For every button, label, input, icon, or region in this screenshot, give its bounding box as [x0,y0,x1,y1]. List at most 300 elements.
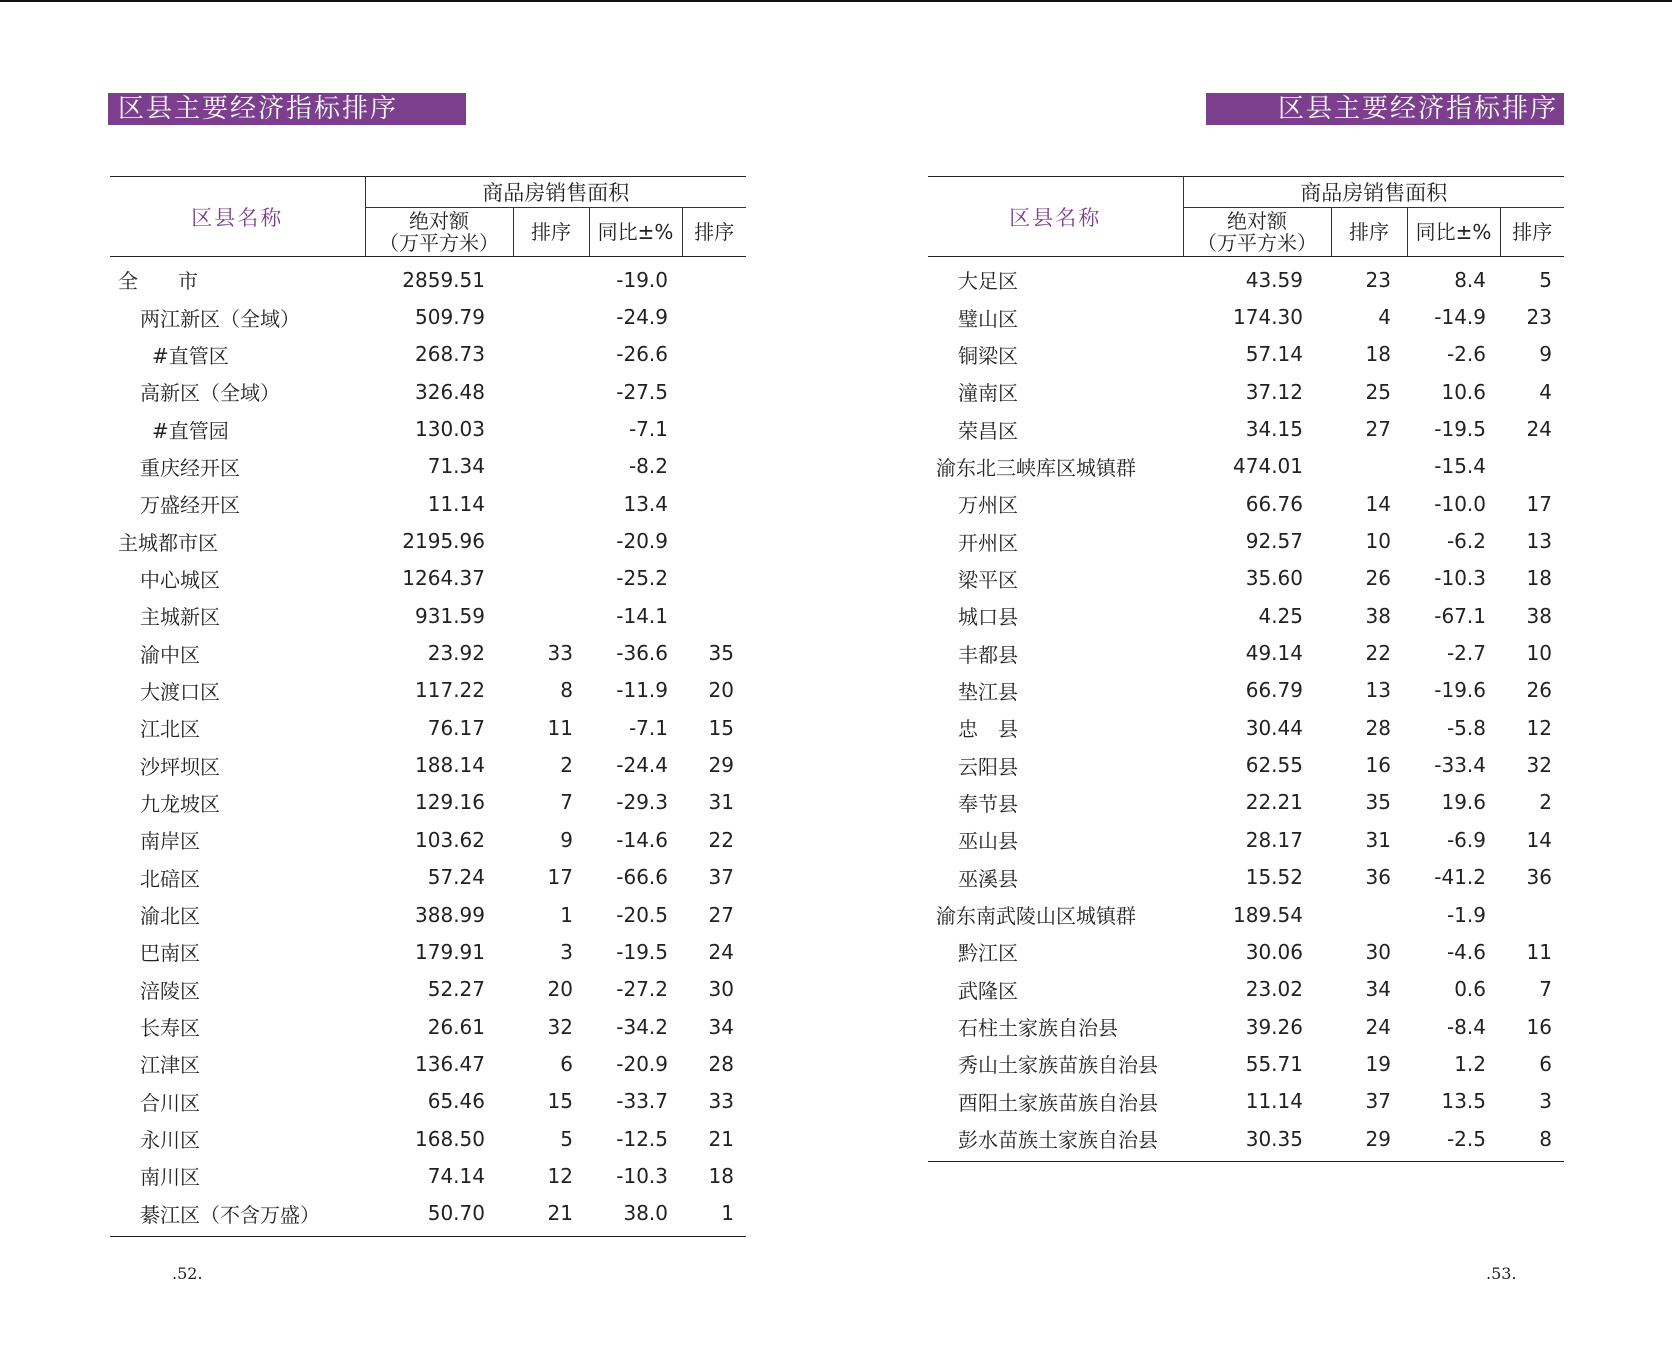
table-row [928,672,1564,709]
cell-yoy-rank [682,597,746,634]
cell-absolute-value: 388.99 [415,902,485,927]
table-row [928,821,1564,858]
cell-district-name: 荣昌区 [958,418,1018,443]
cell-district-name: 渝东南武陵山区城镇群 [936,904,1136,929]
cell-rank: 19 [1365,1051,1391,1076]
cell-absolute-value: 55.71 [1245,1051,1303,1076]
cell-rank: 31 [1365,827,1391,852]
cell-yoy-rank: 4 [1539,379,1552,404]
cell-rank: 36 [1365,865,1391,890]
cell-district-name: 奉节县 [958,791,1018,816]
cell-absolute-value: 22.21 [1245,790,1303,815]
cell-district-name: 万盛经开区 [140,493,240,518]
header-absolute-line1: 绝对额 [1227,209,1287,233]
cell-district-name: 涪陵区 [140,978,200,1003]
cell-yoy-rank: 28 [708,1051,734,1076]
cell-district-name: 江北区 [140,717,200,742]
cell-district-name: 九龙坡区 [140,791,220,816]
cell-yoy: 38.0 [589,1195,682,1237]
cell-district-name: 南岸区 [140,829,200,854]
cell-yoy: -66.6 [616,865,668,890]
cell-yoy-rank: 38 [1526,603,1552,628]
cell-yoy-rank: 24 [708,939,734,964]
cell-district-name: 秀山土家族苗族自治县 [958,1053,1158,1078]
cell-district-name: 丰都县 [958,642,1018,667]
cell-yoy: 13.5 [1441,1089,1486,1114]
cell-yoy-rank: 37 [708,865,734,890]
cell-absolute-value: 2859.51 [402,267,485,292]
cell-yoy: -20.5 [616,902,668,927]
cell-yoy: 10.6 [1441,379,1486,404]
cell-yoy: -34.2 [616,1014,668,1039]
cell-yoy: -11.9 [616,678,668,703]
section-title-banner: 区县主要经济指标排序 [108,93,466,125]
cell-yoy-rank: 32 [1526,753,1552,778]
cell-district-name: 大渡口区 [140,679,220,704]
cell-yoy: -26.6 [616,342,668,367]
cell-yoy-rank: 22 [708,827,734,852]
cell-yoy-rank: 20 [708,678,734,703]
cell-absolute-value: 188.14 [415,753,485,778]
cell-rank: 23 [1365,267,1391,292]
cell-absolute-value: 74.14 [427,1163,485,1188]
table-row [110,336,746,373]
table-row [110,933,746,970]
cell-yoy-rank: 9 [1539,342,1552,367]
cell-yoy-rank: 10 [1526,641,1552,666]
header-sales-area-group: 商品房销售面积 [365,177,746,208]
cell-yoy: -1.9 [1446,902,1486,927]
cell-district-name: 渝中区 [140,642,200,667]
cell-district-name: 潼南区 [958,381,1018,406]
cell-yoy: -8.4 [1446,1014,1486,1039]
cell-yoy-rank [682,560,746,597]
header-absolute-value [1183,208,1331,257]
cell-rank: 37 [1365,1089,1391,1114]
cell-rank [1331,448,1407,485]
table-row [110,522,746,559]
cell-absolute-value: 35.60 [1245,566,1303,591]
cell-absolute-value: 15.52 [1245,865,1303,890]
table-row [928,410,1564,447]
cell-district-name: 渝北区 [140,904,200,929]
cell-yoy: -7.1 [628,715,668,740]
table-row [928,784,1564,821]
table-row [110,709,746,746]
cell-district-name: 忠 县 [958,717,1018,742]
cell-rank: 4 [1378,305,1391,330]
cell-district-name: 綦江区（不含万盛） [110,1195,365,1237]
cell-rank: 14 [1365,491,1391,516]
cell-yoy: -7.1 [628,417,668,442]
cell-absolute-value: 71.34 [427,454,485,479]
cell-absolute-value: 326.48 [415,379,485,404]
cell-rank: 17 [547,865,573,890]
table-row [928,1120,1564,1162]
cell-absolute-value: 66.79 [1245,678,1303,703]
cell-absolute-value: 4.25 [1258,603,1303,628]
cell-yoy: -14.6 [616,827,668,852]
cell-absolute-value: 57.24 [427,865,485,890]
cell-rank: 16 [1365,753,1391,778]
cell-yoy: -24.4 [616,753,668,778]
cell-district-name: 合川区 [140,1090,200,1115]
cell-rank: 10 [1365,529,1391,554]
cell-absolute-value: 179.91 [415,939,485,964]
cell-district-name: 长寿区 [140,1016,200,1041]
cell-yoy: -4.6 [1446,939,1486,964]
cell-rank [513,522,589,559]
cell-yoy: -36.6 [616,641,668,666]
header-yoy: 同比±% [589,208,682,257]
cell-yoy-rank: 13 [1526,529,1552,554]
cell-absolute-value: 1264.37 [402,566,485,591]
cell-district-name: 黔江区 [958,941,1018,966]
cell-rank: 12 [547,1163,573,1188]
cell-absolute-value: 174.30 [1233,305,1303,330]
page-number: .53. [1486,1264,1517,1283]
cell-rank: 3 [560,939,573,964]
cell-rank: 35 [1365,790,1391,815]
cell-district-name: 中心城区 [140,567,220,592]
table-row [110,257,746,299]
cell-district-name: #直管园 [152,418,229,443]
header-absolute-line1: 绝对额 [409,209,469,233]
cell-rank [513,298,589,335]
cell-yoy: -15.4 [1434,454,1486,479]
cell-yoy-rank: 36 [1526,865,1552,890]
cell-rank: 5 [560,1126,573,1151]
cell-yoy-rank [682,373,746,410]
cell-rank [513,485,589,522]
table-row [928,859,1564,896]
cell-yoy: -6.9 [1446,827,1486,852]
cell-yoy: -19.5 [1434,417,1486,442]
cell-rank [513,448,589,485]
cell-absolute-value: 168.50 [415,1126,485,1151]
cell-absolute-value: 50.70 [365,1195,513,1237]
table-row [110,672,746,709]
cell-district-name: 重庆经开区 [140,455,240,480]
table-body-left [110,257,746,1237]
table-row [110,1120,746,1157]
table-row [928,971,1564,1008]
cell-rank [513,257,589,299]
table-row [110,1008,746,1045]
table-row [928,896,1564,933]
cell-absolute-value: 268.73 [415,342,485,367]
table-row [110,1157,746,1194]
cell-yoy-rank: 18 [708,1163,734,1188]
cell-district-name: 全 市 [118,269,198,294]
cell-rank: 15 [547,1089,573,1114]
cell-yoy-rank [682,448,746,485]
cell-yoy: -14.1 [616,603,668,628]
cell-district-name: 渝东北三峡库区城镇群 [936,455,1136,480]
cell-yoy-rank: 33 [708,1089,734,1114]
table-row [928,1045,1564,1082]
cell-yoy: -24.9 [616,305,668,330]
table-row [928,634,1564,671]
cell-district-name: 垫江县 [958,679,1018,704]
cell-absolute-value: 57.14 [1245,342,1303,367]
header-absolute-line2: （万平方米） [1197,231,1317,255]
cell-absolute-value: 23.92 [427,641,485,666]
cell-yoy-rank: 11 [1526,939,1552,964]
cell-district-name: 大足区 [958,269,1018,294]
cell-yoy-rank [682,522,746,559]
cell-yoy-rank: 35 [708,641,734,666]
table-row [928,522,1564,559]
cell-yoy: -6.2 [1446,529,1486,554]
cell-yoy: -10.0 [1434,491,1486,516]
cell-rank: 32 [547,1014,573,1039]
cell-rank [513,373,589,410]
cell-yoy: -10.3 [1434,566,1486,591]
cell-yoy: -14.9 [1434,305,1486,330]
cell-absolute-value: 76.17 [427,715,485,740]
cell-district-name: 梁平区 [958,567,1018,592]
cell-absolute-value: 52.27 [427,977,485,1002]
table-row [928,746,1564,783]
cell-absolute-value: 509.79 [415,305,485,330]
cell-district-name: 巴南区 [140,941,200,966]
cell-district-name: 江津区 [140,1053,200,1078]
cell-yoy: 0.6 [1454,977,1486,1002]
cell-yoy: -12.5 [616,1126,668,1151]
cell-yoy: -2.6 [1446,342,1486,367]
cell-absolute-value: 11.14 [1245,1089,1303,1114]
ranking-table-right [928,176,1564,1162]
cell-absolute-value: 129.16 [415,790,485,815]
cell-yoy-rank [682,298,746,335]
cell-absolute-value: 117.22 [415,678,485,703]
cell-rank: 34 [1365,977,1391,1002]
cell-absolute-value: 28.17 [1245,827,1303,852]
cell-absolute-value: 11.14 [427,491,485,516]
cell-rank: 11 [547,715,573,740]
cell-rank: 24 [1365,1014,1391,1039]
cell-absolute-value: 92.57 [1245,529,1303,554]
cell-district-name: 高新区（全域） [140,381,280,406]
table-row [110,448,746,485]
cell-yoy-rank: 1 [682,1195,746,1237]
cell-district-name: 璧山区 [958,306,1018,331]
cell-yoy-rank: 27 [708,902,734,927]
cell-yoy-rank: 7 [1539,977,1552,1002]
cell-district-name: 北碚区 [140,866,200,891]
cell-yoy-rank: 14 [1526,827,1552,852]
cell-yoy-rank: 21 [708,1126,734,1151]
cell-yoy: -29.3 [616,790,668,815]
cell-district-name: 主城新区 [140,605,220,630]
cell-yoy-rank: 29 [708,753,734,778]
table-row [110,410,746,447]
cell-absolute-value: 62.55 [1245,753,1303,778]
cell-district-name: 彭水苗族土家族自治县 [928,1120,1183,1162]
table-row [110,971,746,1008]
table-row [928,709,1564,746]
cell-absolute-value: 23.02 [1245,977,1303,1002]
cell-yoy-rank: 8 [1500,1120,1564,1162]
cell-district-name: 沙坪坝区 [140,754,220,779]
cell-yoy-rank: 5 [1539,267,1552,292]
header-rank: 排序 [1331,208,1407,257]
cell-district-name: 主城都市区 [118,530,218,555]
cell-yoy-rank: 2 [1539,790,1552,815]
cell-yoy-rank [682,336,746,373]
cell-yoy: 1.2 [1454,1051,1486,1076]
cell-yoy-rank: 30 [708,977,734,1002]
left-page [108,0,768,1353]
table-row [928,1008,1564,1045]
cell-absolute-value: 931.59 [415,603,485,628]
header-sales-area-group: 商品房销售面积 [1183,177,1564,208]
header-yoy-rank: 排序 [1500,208,1564,257]
cell-district-name: 石柱土家族自治县 [958,1016,1118,1041]
cell-yoy-rank: 34 [708,1014,734,1039]
table-row [928,933,1564,970]
cell-rank: 33 [547,641,573,666]
table-row [110,373,746,410]
cell-absolute-value: 26.61 [427,1014,485,1039]
table-row [928,597,1564,634]
cell-yoy-rank [682,410,746,447]
cell-rank: 22 [1365,641,1391,666]
cell-yoy-rank: 18 [1526,566,1552,591]
cell-yoy: 13.4 [623,491,668,516]
cell-rank: 1 [560,902,573,927]
cell-yoy: -41.2 [1434,865,1486,890]
cell-district-name: 万州区 [958,493,1018,518]
cell-absolute-value: 39.26 [1245,1014,1303,1039]
header-rank: 排序 [513,208,589,257]
cell-rank: 20 [547,977,573,1002]
cell-yoy: -19.0 [616,267,668,292]
section-title-banner: 区县主要经济指标排序 [1206,93,1564,125]
cell-rank: 30 [1365,939,1391,964]
cell-rank [513,336,589,373]
cell-absolute-value: 37.12 [1245,379,1303,404]
cell-rank: 29 [1331,1120,1407,1162]
cell-yoy: -2.5 [1407,1120,1500,1162]
cell-yoy: -33.7 [616,1089,668,1114]
cell-district-name: 两江新区（全域） [140,306,300,331]
cell-district-name: 巫溪县 [958,866,1018,891]
page-number: .52. [172,1264,203,1283]
cell-rank [513,410,589,447]
cell-yoy: -19.6 [1434,678,1486,703]
cell-absolute-value: 189.54 [1233,902,1303,927]
cell-absolute-value: 65.46 [427,1089,485,1114]
table-row [110,485,746,522]
cell-district-name: #直管区 [152,343,229,368]
cell-yoy-rank: 31 [708,790,734,815]
table-body-right [928,257,1564,1162]
table-row [110,896,746,933]
right-page [926,0,1586,1353]
header-absolute-value [365,208,513,257]
cell-absolute-value: 130.03 [415,417,485,442]
table-row [928,257,1564,299]
table-row [928,373,1564,410]
table-row [928,485,1564,522]
cell-yoy: -19.5 [616,939,668,964]
cell-yoy: -20.9 [616,529,668,554]
cell-absolute-value: 2195.96 [402,529,485,554]
cell-yoy: -27.2 [616,977,668,1002]
cell-rank [513,597,589,634]
cell-yoy-rank: 6 [1539,1051,1552,1076]
table-row [110,560,746,597]
cell-yoy-rank [682,485,746,522]
header-district-name: 区县名称 [110,177,365,257]
cell-yoy-rank: 3 [1539,1089,1552,1114]
cell-rank: 25 [1365,379,1391,404]
cell-rank: 27 [1365,417,1391,442]
cell-rank: 7 [560,790,573,815]
cell-rank: 2 [560,753,573,778]
header-district-name: 区县名称 [928,177,1183,257]
table-row [928,298,1564,335]
cell-rank: 28 [1365,715,1391,740]
table-row [110,859,746,896]
cell-yoy: -33.4 [1434,753,1486,778]
cell-district-name: 永川区 [140,1128,200,1153]
cell-absolute-value: 136.47 [415,1051,485,1076]
table-row [110,1083,746,1120]
cell-rank: 26 [1365,566,1391,591]
table-row [928,336,1564,373]
table-row [110,821,746,858]
table-row [110,746,746,783]
table-row [928,448,1564,485]
cell-absolute-value: 30.44 [1245,715,1303,740]
cell-district-name: 开州区 [958,530,1018,555]
cell-yoy-rank [1500,448,1564,485]
table-row [110,597,746,634]
cell-yoy: -8.2 [628,454,668,479]
cell-absolute-value: 30.35 [1183,1120,1331,1162]
cell-rank: 18 [1365,342,1391,367]
cell-district-name: 武隆区 [958,978,1018,1003]
table-row [928,560,1564,597]
cell-absolute-value: 103.62 [415,827,485,852]
cell-district-name: 城口县 [958,605,1018,630]
cell-rank: 21 [513,1195,589,1237]
cell-rank: 9 [560,827,573,852]
cell-yoy-rank: 23 [1526,305,1552,330]
cell-yoy: 8.4 [1454,267,1486,292]
cell-yoy-rank [682,257,746,299]
cell-yoy: -20.9 [616,1051,668,1076]
cell-yoy: -67.1 [1434,603,1486,628]
cell-yoy-rank: 15 [708,715,734,740]
cell-rank [513,560,589,597]
cell-district-name: 酉阳土家族苗族自治县 [958,1090,1158,1115]
cell-district-name: 南川区 [140,1165,200,1190]
cell-rank: 13 [1365,678,1391,703]
cell-yoy-rank: 17 [1526,491,1552,516]
cell-yoy: -25.2 [616,566,668,591]
cell-district-name: 巫山县 [958,829,1018,854]
cell-yoy: -2.7 [1446,641,1486,666]
cell-yoy-rank: 16 [1526,1014,1552,1039]
cell-district-name: 铜梁区 [958,343,1018,368]
ranking-table-left [110,176,746,1237]
cell-district-name: 云阳县 [958,754,1018,779]
table-row [110,634,746,671]
